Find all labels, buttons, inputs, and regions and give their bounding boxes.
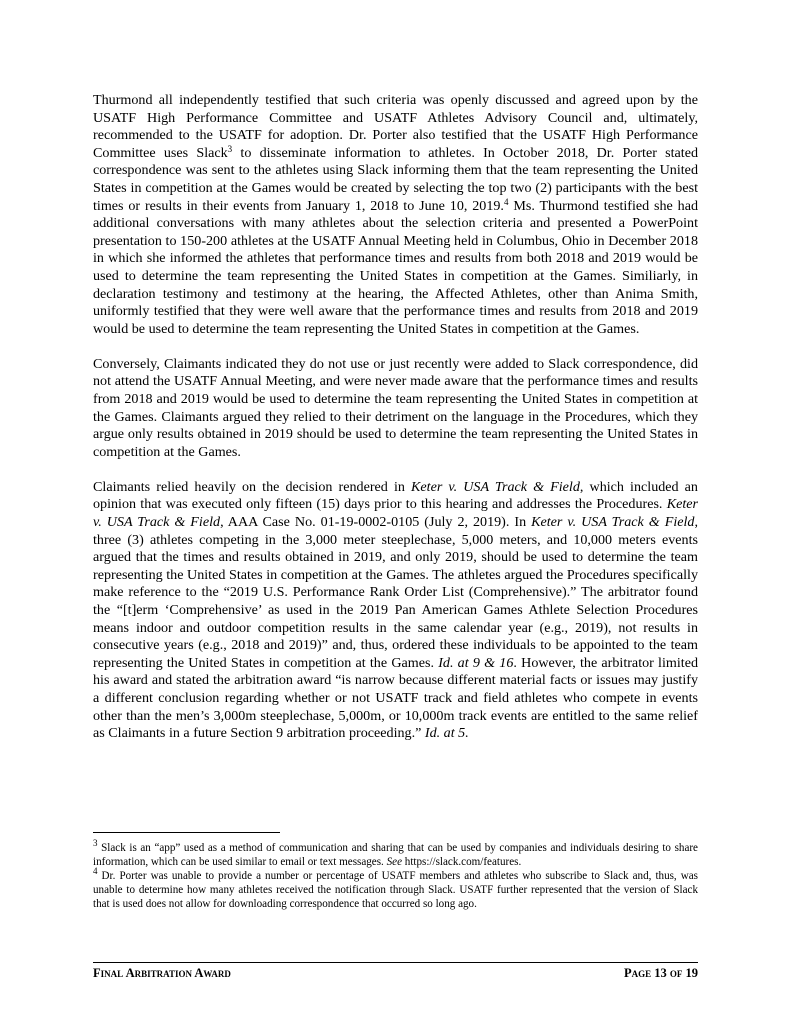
footer-title: Final Arbitration Award — [93, 966, 231, 980]
footnotes — [93, 838, 698, 911]
footnote-ref-4[interactable]: 4 — [503, 196, 509, 207]
paragraph-3: Claimants relied heavily on the decision rendered in Keter v. USA Track & Field, which included an opinion that was executed only fifteen (15) days prior to this hearing and addresses the Procedures. Keter v. USA Track & Field, AAA Case No. 01-19-0002-0105 (July 2, 2019). In Keter v. USA Track & Field, three (3) athletes competing in the 3,000 meter steeplechase, 5,000 meters, and 10,000 meters events argued that the times and results obtained in 2019, and only 2019, should be used to determine the team representing the United States in competition at the Games. The athletes argued the Procedures specifically make reference to the “2019 U.S. Performance Rank Order List (Comprehensive).” The arbitrator found the “[t]erm ‘Comprehensive’ as used in the 2019 Pan American Games Athlete Selection Procedures means indoor and outdoor competition results in the same calendar year (e.g., 2019), not results in consecutive years (e.g., 2018 and 2019)” and, thus, ordered these individuals to be appointed to the team representing the United States in competition at the Games. Id. at 9 & 16. However, the arbitrator limited his award and stated the arbitration award “is narrow because different material facts or issues may justify a different conclusion regarding whether or not USATF track and field athletes who compete in events other than the men’s 3,000m steeplechase, 5,000m, or 10,000m track events are entitled to the same relief as Claimants in a future Section 9 arbitration proceeding.” Id. at 5. — [93, 478, 698, 742]
footnote-ref-3[interactable]: 3 — [227, 143, 233, 154]
main-text — [93, 92, 698, 743]
case-name: Keter v. USA Track & Field — [531, 514, 695, 531]
page-number: Page 13 of 19 — [623, 966, 698, 980]
footnote-4: $^4$ Dr. Porter was unable to provide a number or percentage of USATF members and athletes who subscribe to Slack and, thus, was unable to determine how many athletes received the notification through Slack. USATF further represented that the version of Slack that is used does not allow for downloading correspondence that occurred so long ago. — [93, 866, 698, 910]
footnote-separator — [93, 832, 280, 833]
case-name: Keter v. USA Track & Field — [411, 478, 580, 495]
footer-rule — [93, 962, 698, 963]
citation: Id. at 9 & 16 — [438, 654, 514, 671]
paragraph-1: Thurmond all independently testified that such criteria was openly discussed and agreed upon by the USATF High Performance Committee and USATF Athletes Advisory Council and, ultimately, recommended to the USATF for adoption. Dr. Porter also testified that the USATF High Performance Committee uses Slack$^3$ to disseminate information to athletes. In October 2018, Dr. Porter stated correspondence was sent to the athletes using Slack informing them that the team representing the United States in competition at the Games would be created by selecting the top two (2) participants with the best times or results in their events from January 1, 2018 to June 10, 2019.$^4$ Ms. Thurmond testified she had additional conversations with many athletes about the selection criteria and presented a PowerPoint presentation to 150-200 athletes at the USATF Annual Meeting held in Columbus, Ohio in December 2018 in which she informed the athletes that performance times and results from both 2018 and 2019 would be used to determine the team representing the United States in competition at the Games. Similiarly, in declaration testimony and testimony at the hearing, the Affected Athletes, other than Anima Smith, uniformly testified that they were well aware that the performance times and results from 2018 and 2019 would be used to determine the team representing the United States in competition at the Games. — [93, 92, 699, 337]
case-name: Keter v. USA Track & Field — [93, 496, 698, 531]
page-footer — [93, 966, 698, 981]
paragraph-2: Conversely, Claimants indicated they do not use or just recently were added to Slack correspondence, did not attend the USATF Annual Meeting, and were never made aware that the performance times and results from 2018 and 2019 would be used to determine the team representing the United States in competition at the Games. Claimants argued they relied to their detriment on the language in the Procedures, which they argue only results obtained in 2019 should be used to determine the team representing the United States in competition at the Games. — [93, 355, 698, 460]
citation: Id. at 5. — [424, 725, 469, 742]
footnote-3: $^3$ Slack is an “app” used as a method of communication and sharing that can be used by companies and individuals desiring to share information, which can be used similar to email or text messages. See https://slack.com/features. — [93, 838, 698, 868]
